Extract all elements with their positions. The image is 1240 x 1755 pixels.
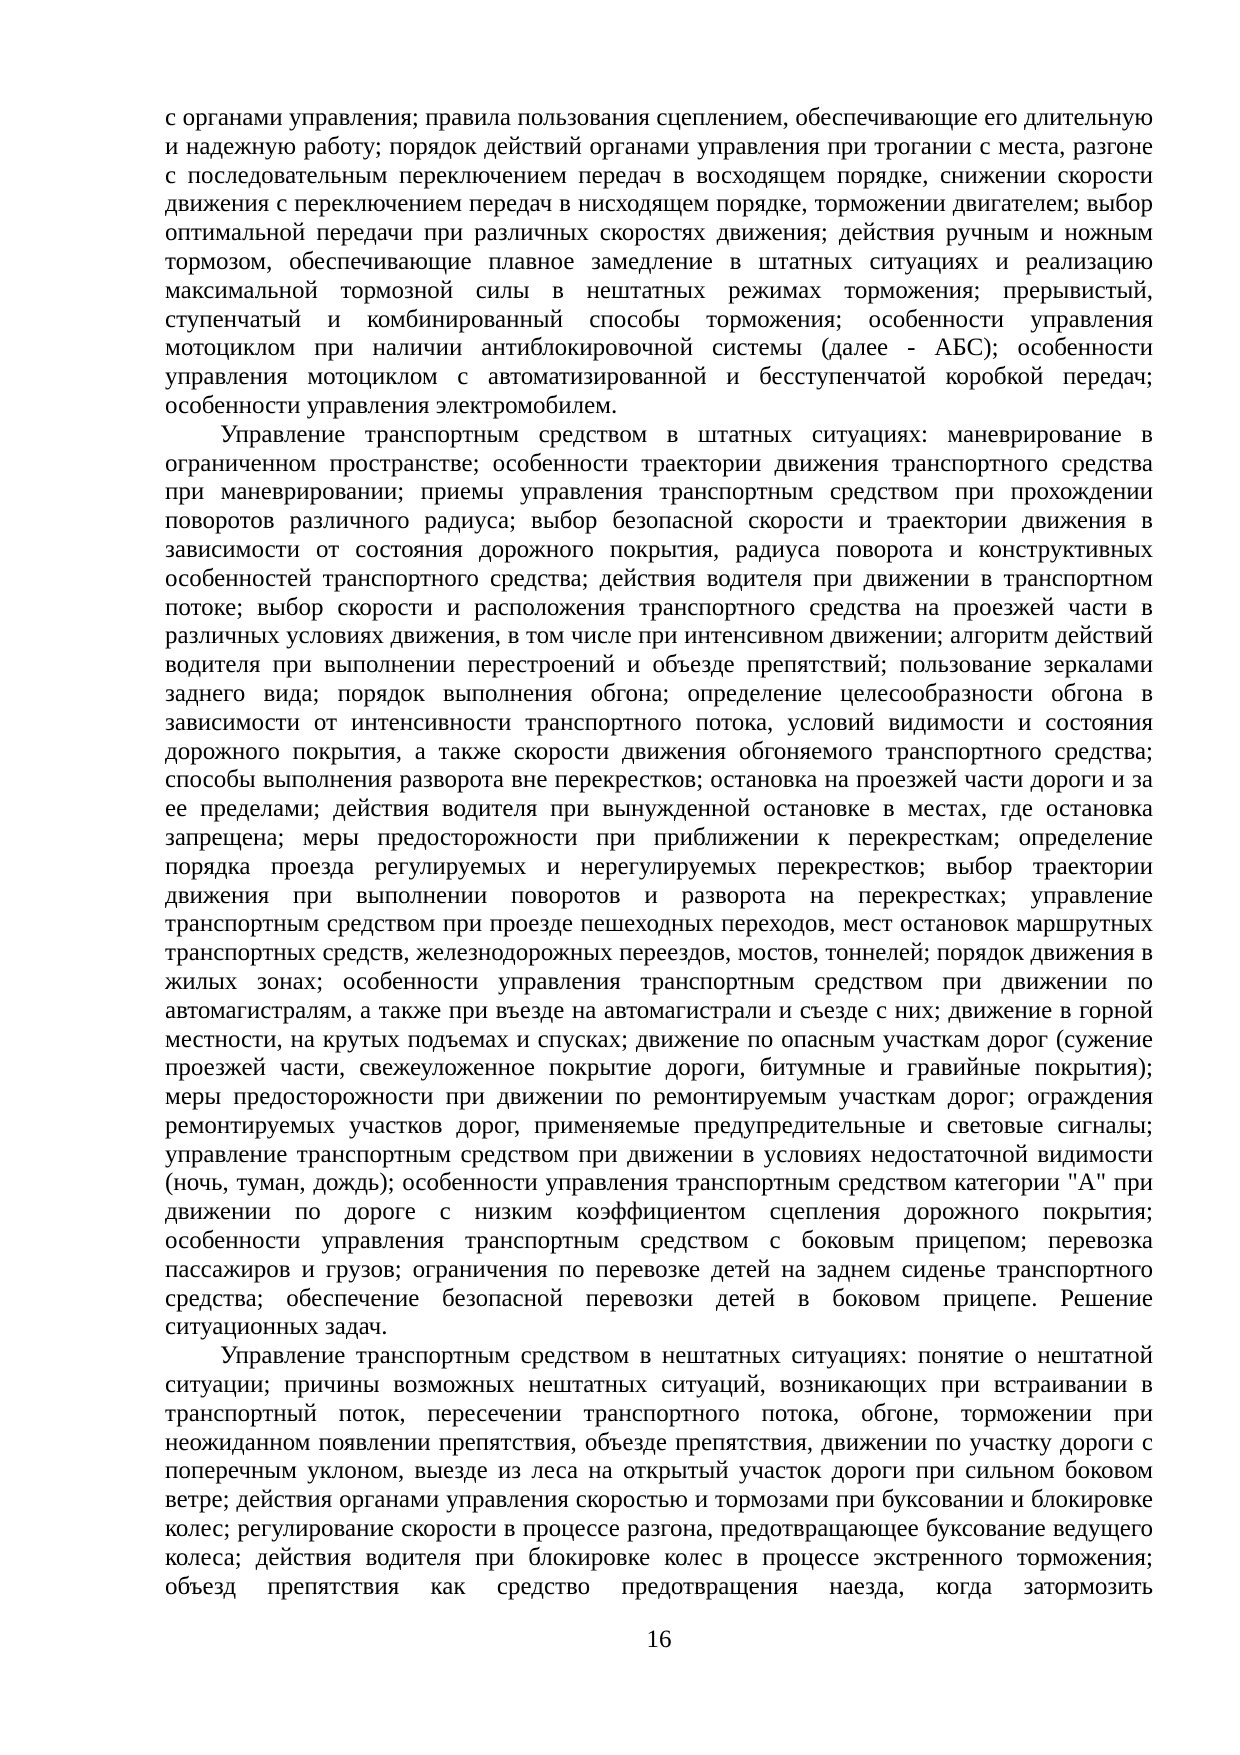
paragraph-standard-situations: Управление транспортным средством в штатных ситуациях: маневрирование в ограниченном пространстве; особенности траектории движения транспортного средства при маневрировании; приемы управления транспортным средством при прохождении поворотов различного радиуса; выбор безопасной скорости и траектории движения в зависимости от состояния дорожного покрытия, радиуса поворота и конструктивных особенностей транспортного средства; действия водителя при движении в транспортном потоке; выбор скорости и расположения транспортного средства на проезжей части в различных условиях движения, в том числе при интенсивном движении; алгоритм действий водителя при выполнении перестроений и объезде препятствий; пользование зеркалами заднего вида; порядок выполнения обгона; определение целесообразности обгона в зависимости от интенсивности транспортного потока, условий видимости и состояния дорожного покрытия, а также скорости движения обгоняемого транспортного средства; способы выполнения разворота вне перекрестков; остановка на проезжей части дороги и за ее пределами; действия водителя при вынужденной остановке в местах, где остановка запрещена; меры предосторожности при приближении к перекресткам; определение порядка проезда регулируемых и нерегулируемых перекрестков; выбор траектории движения при выполнении поворотов и разворота на перекрестках; управление транспортным средством при проезде пешеходных переходов, мест остановок маршрутных транспортных средств, железнодорожных переездов, мостов, тоннелей; порядок движения в жилых зонах; особенности управления транспортным средством при движении по автомагистралям, а также при въезде на автомагистрали и съезде с них; движение в горной местности, на крутых подъемах и спусках; движение по опасным участкам дорог (сужение проезжей части, свежеуложенное покрытие дороги, битумные и гравийные покрытия); меры предосторожности при движении по ремонтируемым участкам дорог; ограждения ремонтируемых участков дорог, применяемые предупредительные и световые сигналы; управление транспортным средством при движении в условиях недостаточной видимости (ночь, туман, дождь); особенности управления транспортным средством категории "А" при движении по дороге с низким коэффициентом сцепления дорожного покрытия; особенности управления транспортным средством с боковым прицепом; перевозка пассажиров и грузов; ограничения по перевозке детей на заднем сиденье транспортного средства; обеспечение безопасной перевозки детей в боковом прицепе. Решение ситуационных задач. [165,420,1153,1341]
paragraph-emergency-situations: Управление транспортным средством в нештатных ситуациях: понятие о нештатной ситуации; причины возможных нештатных ситуаций, возникающих при встраивании в транспортный поток, пересечении транспортного потока, обгоне, торможении при неожиданном появлении препятствия, объезде препятствия, движении по участку дороги с поперечным уклоном, выезде из леса на открытый участок дороги при сильном боковом ветре; действия органами управления скоростью и тормозами при буксовании и блокировке колес; регулирование скорости в процессе разгона, предотвращающее буксование ведущего колеса; действия водителя при блокировке колес в процессе экстренного торможения; объезд препятствия как средство предотвращения наезда, когда затормозить [165,1342,1153,1600]
paragraph-continuation: с органами управления; правила пользования сцеплением, обеспечивающие его длительную и надежную работу; порядок действий органами управления при трогании с места, разгоне с последовательным переключением передач в восходящем порядке, снижении скорости движения с переключением передач в нисходящем порядке, торможении двигателем; выбор оптимальной передачи при различных скоростях движения; действия ручным и ножным тормозом, обеспечивающие плавное замедление в штатных ситуациях и реализацию максимальной тормозной силы в нештатных режимах торможения; прерывистый, ступенчатый и комбинированный способы торможения; особенности управления мотоциклом при наличии антиблокировочной системы (далее - АБС); особенности управления мотоциклом с автоматизированной и бесступенчатой коробкой передач; особенности управления электромобилем. [165,104,1153,419]
document-body [165,104,1153,1601]
page-number: 16 [646,1626,672,1653]
